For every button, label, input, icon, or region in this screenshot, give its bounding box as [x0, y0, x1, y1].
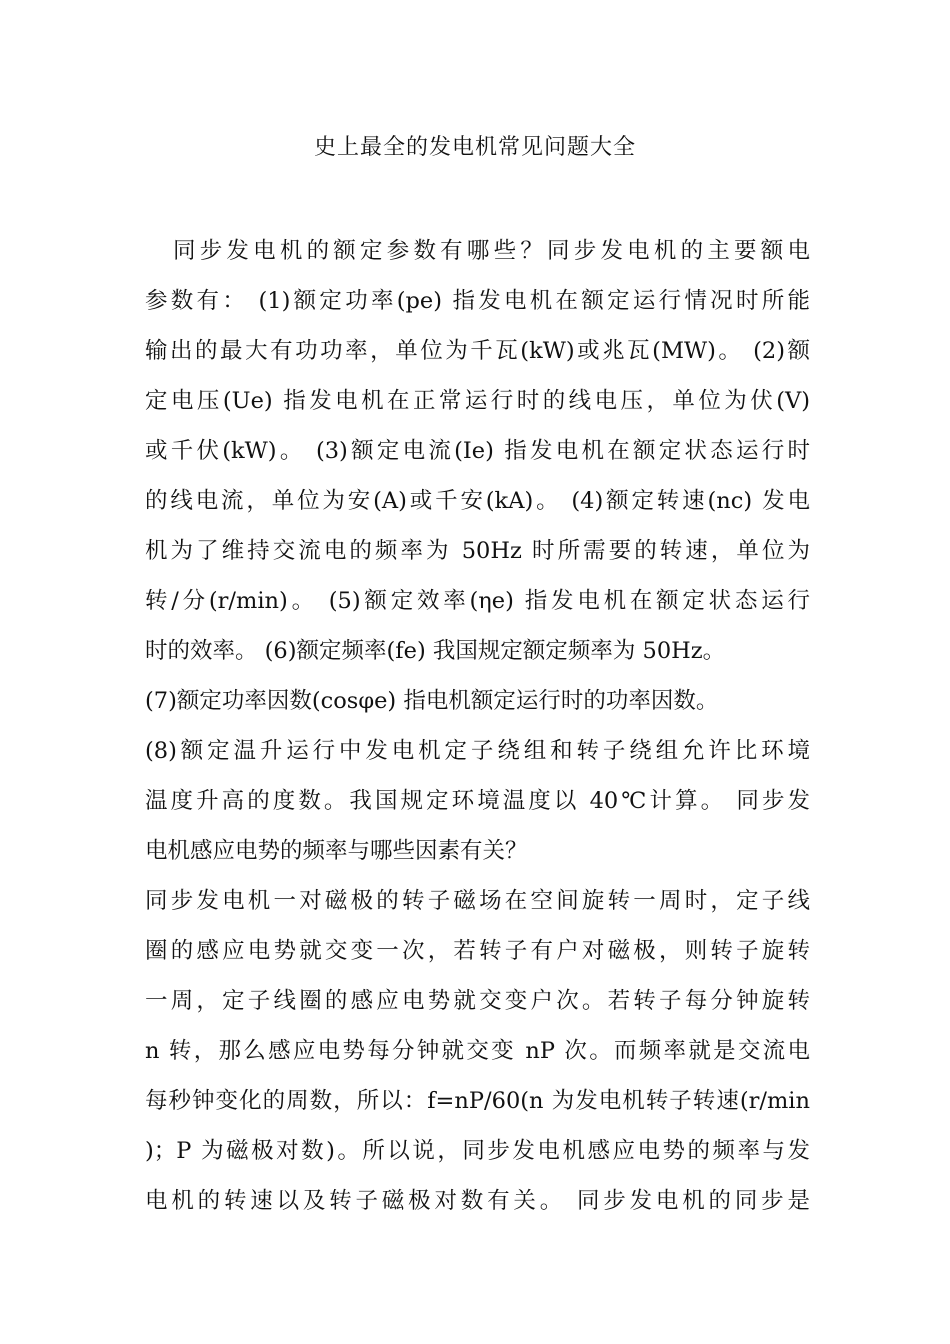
- text-line: 或千伏(kW)。 (3)额定电流(Ie) 指发电机在额定状态运行时: [145, 438, 810, 464]
- document-title: 史上最全的发电机常见问题大全: [313, 135, 636, 160]
- text-line: 电机的转速以及转子磁极对数有关。 同步发电机的同步是: [145, 1188, 810, 1214]
- text-line: n 转，那么感应电势每分钟就交变 nP 次。而频率就是交流电: [145, 1038, 810, 1064]
- text-line: 同步发电机的额定参数有哪些？同步发电机的主要额电: [173, 238, 810, 264]
- document-body: [145, 226, 810, 1226]
- text-line: )；P 为磁极对数)。所以说，同步发电机感应电势的频率与发: [145, 1138, 810, 1164]
- text-line: 一周，定子线圈的感应电势就交变户次。若转子每分钟旋转: [145, 988, 810, 1014]
- text-line: 输出的最大有功功率，单位为千瓦(kW)或兆瓦(MW)。 (2)额: [145, 338, 810, 364]
- text-line: (8)额定温升运行中发电机定子绕组和转子绕组允许比环境: [145, 738, 810, 764]
- text-line: 时的效率。 (6)额定频率(fe) 我国规定额定频率为 50Hz。: [145, 638, 726, 664]
- text-line: 圈的感应电势就交变一次，若转子有户对磁极，则转子旋转: [145, 938, 810, 964]
- text-line: 转/分(r/min)。 (5)额定效率(ηe) 指发电机在额定状态运行: [145, 588, 810, 614]
- text-line: 机为了维持交流电的频率为 50Hz 时所需要的转速，单位为: [145, 538, 810, 564]
- text-line: 温度升高的度数。我国规定环境温度以 40℃计算。 同步发: [145, 788, 810, 814]
- text-line: 的线电流，单位为安(A)或千安(kA)。 (4)额定转速(nc) 发电: [145, 488, 810, 514]
- text-line: 参数有： (1)额定功率(pe) 指发电机在额定运行情况时所能: [145, 288, 810, 314]
- text-line: (7)额定功率因数(cosφe) 指电机额定运行时的功率因数。: [145, 688, 719, 714]
- text-line: 同步发电机一对磁极的转子磁场在空间旋转一周时，定子线: [145, 888, 810, 914]
- text-line: 定电压(Ue) 指发电机在正常运行时的线电压，单位为伏(V): [145, 388, 810, 414]
- text-line: 每秒钟变化的周数，所以：f=nP/60(n 为发电机转子转速(r/min: [145, 1088, 810, 1114]
- text-line: 电机感应电势的频率与哪些因素有关？: [145, 838, 528, 864]
